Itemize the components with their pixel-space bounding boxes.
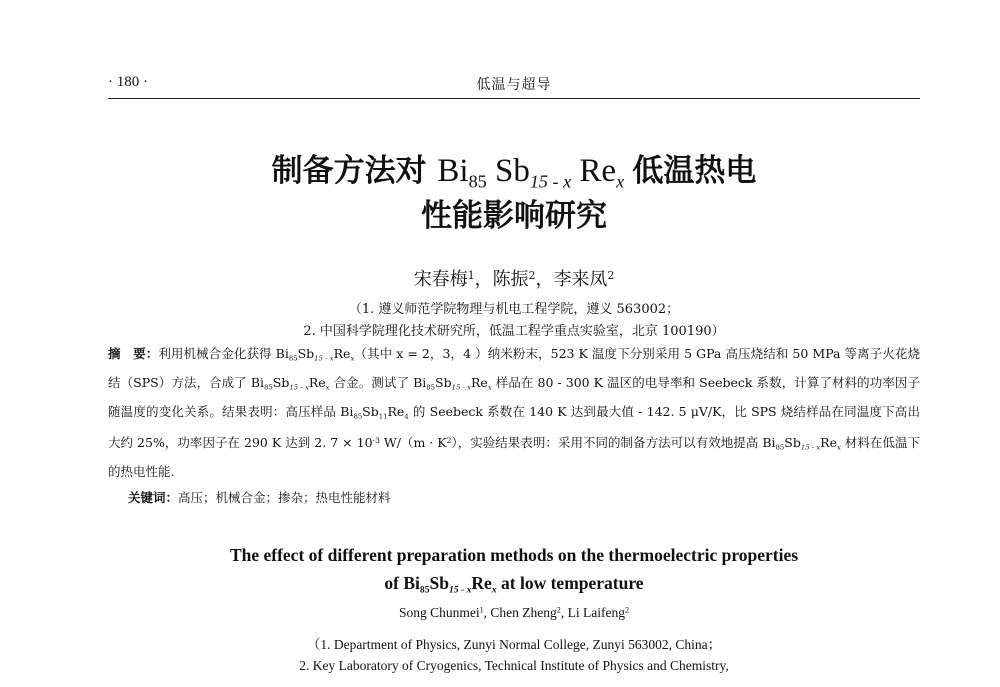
author-cn-2: 陈振 [492, 269, 529, 290]
authors-cn [108, 265, 920, 291]
page-number: · 180 · [108, 74, 148, 90]
abstract-sub: x [487, 383, 492, 392]
author-en-2: , Chen Zheng [483, 605, 557, 620]
abstract-text-7: ），实验结果表明：采用不同的制备方法可以有效地提高 Bi [451, 434, 776, 450]
formula-sb: Sb [494, 153, 530, 189]
title-en-sb: Sb [429, 573, 449, 593]
title-en-re: Re [471, 573, 492, 593]
affiliation-cn-2: 2. 中国科学院理化技术研究所，低温工程学重点实验室，北京 100190） [303, 324, 725, 339]
formula-re: Re [579, 153, 617, 189]
journal-name: 低温与超导 [476, 77, 552, 93]
author-en-3-sup: 2 [624, 605, 629, 615]
author-en-3: , Li Laifeng [560, 605, 625, 620]
abstract-sub: 11 [378, 412, 388, 421]
author-en-1-sup: 1 [479, 605, 484, 615]
formula-sb-sub: 15 - x [529, 171, 572, 192]
title-en-sub: 15 - x [449, 584, 472, 596]
abstract-sub: 85 [288, 354, 298, 363]
title-cn-suffix: 低温热电 [632, 153, 757, 189]
abstract-sub: x [836, 443, 841, 452]
abstract-sub: x [325, 383, 330, 392]
formula-bi: Bi [437, 153, 469, 189]
title-cn-formula [437, 153, 632, 192]
affiliation-cn-1: （1. 遵义师范学院物理与机电工程学院，遵义 563002； [348, 302, 680, 317]
abstract-sup: -3 [372, 435, 380, 445]
abstract-text: Re [820, 434, 837, 450]
title-cn-line2: 性能影响研究 [421, 198, 607, 234]
abstract-label: 摘 要： [108, 346, 159, 361]
abstract-sub: 15 - x [289, 383, 309, 392]
abstract-text-2: （其中 x = 2，3，4 ）纳米粉末，523 K 温度下分别采用 5 GPa 高压烧结和 50 MPa 等离子火花烧结（SPS）方法，合成了 Bi [108, 346, 920, 390]
abstract-cn [108, 342, 920, 483]
abstract-sub: 85 [264, 383, 273, 392]
keywords-label: 关键词： [128, 490, 179, 505]
title-cn-prefix: 制备方法对 [271, 153, 427, 189]
abstract-text-6: W/（m · K [379, 434, 447, 450]
formula-bi-sub: 85 [468, 171, 487, 192]
author-cn-1-sup: 1 [467, 269, 475, 283]
abstract-text: Sb [362, 403, 379, 419]
abstract-text: Sb [784, 434, 801, 450]
abstract-text: Re [308, 374, 326, 390]
abstract-text-5: 的 Seebeck 系数在 140 K 达到最大值 - 142. 5 μV/K，比 SPS 烧结样品在同温度下高出大约 25%，功率因子在 290 K 达到 2. 7 × 10 [108, 403, 920, 450]
formula-re-sub: x [616, 171, 625, 192]
affiliation-en-2: 2. Key Laboratory of Cryogenics, Technical Institute of Physics and Chemistry, [299, 658, 729, 673]
author-en-1: Song Chunmei [398, 605, 480, 620]
author-en-2-sup: 2 [556, 605, 561, 615]
title-en-tail: at low temperature [496, 573, 644, 593]
abstract-text-4: 样品在 80 - 300 K 温区的电导率和 Seebeck 系数，计算了材料的功率因子随温度的变化关系。结果表明：高压样品 Bi [108, 374, 920, 419]
title-en-line1: The effect of different preparation methods on the thermoelectric properties [229, 545, 799, 565]
authors-en [108, 605, 920, 621]
title-en-sub: x [491, 584, 497, 596]
author-cn-3: 李来凤 [553, 269, 608, 290]
abstract-text: Re [333, 346, 351, 361]
abstract-text-3: 合金。测试了 Bi [329, 374, 427, 390]
author-cn-sep2: ， [535, 269, 554, 290]
abstract-sub: 15 - x [451, 383, 472, 392]
title-en-sub: 85 [419, 584, 430, 596]
title-en-line2 [108, 573, 920, 595]
abstract-sub: 15 - x [800, 443, 821, 452]
abstract-text: Re [471, 374, 488, 390]
abstract-sub: 85 [775, 443, 785, 452]
author-cn-3-sup: 2 [607, 269, 615, 283]
abstract-text: Sb [272, 374, 290, 390]
keywords-cn [128, 488, 391, 506]
abstract-sub: 85 [353, 412, 363, 421]
abstract-sup: 2 [446, 435, 452, 445]
page-header [108, 68, 920, 99]
author-cn-1: 宋春梅 [413, 269, 468, 290]
abstract-sub: 15 - x [314, 354, 334, 363]
abstract-text-1: 利用机械合金化获得 Bi [158, 346, 289, 361]
abstract-text: Sb [435, 374, 452, 390]
abstract-sub: 4 [404, 412, 409, 421]
abstract-text-8: 材料在低温下的热电性能. [108, 434, 920, 479]
abstract-sub: 85 [426, 383, 435, 392]
keywords-text: 高压；机械合金；掺杂；热电性能材料 [178, 490, 391, 505]
abstract-text: Re [387, 403, 405, 419]
author-cn-2-sup: 2 [528, 269, 536, 283]
abstract-sub: x [350, 354, 355, 363]
affiliation-en-1: （1. Department of Physics, Zunyi Normal College, Zunyi 563002, China； [306, 637, 722, 652]
abstract-text: Sb [297, 346, 315, 361]
author-cn-sep1: ， [474, 269, 493, 290]
title-en-of: of Bi [384, 573, 420, 593]
